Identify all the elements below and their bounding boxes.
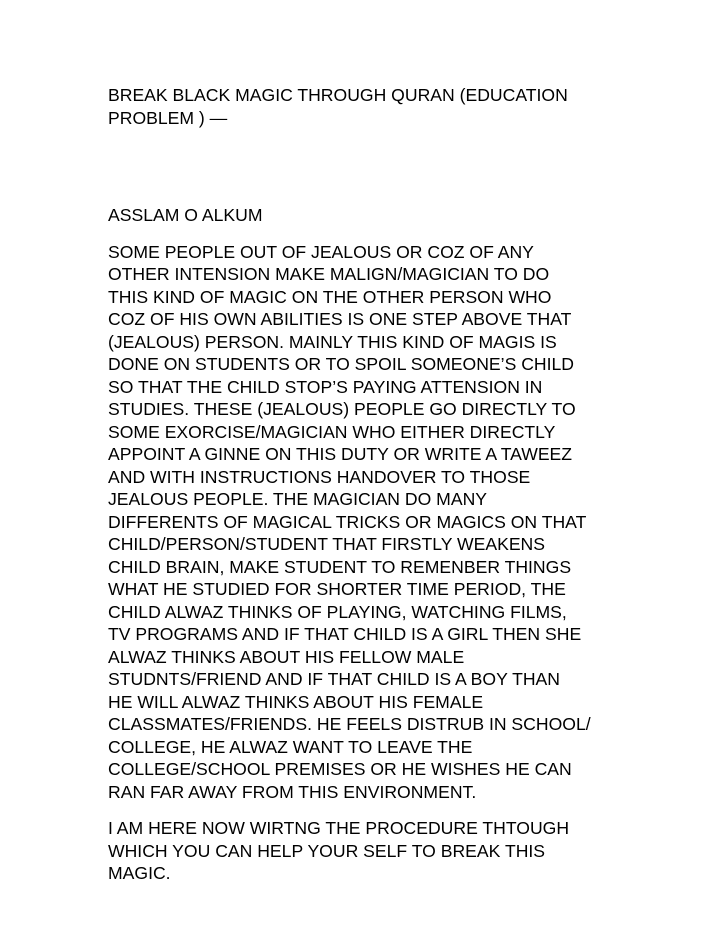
document-page — [108, 84, 628, 899]
paragraph-procedure: I AM HERE NOW WIRTNG THE PROCEDURE THTOUGH WHICH YOU CAN HELP YOUR SELF TO BREAK THIS MAGIC. — [108, 818, 570, 883]
document-title: BREAK BLACK MAGIC THROUGH QURAN (EDUCATION PROBLEM ) — — [108, 85, 568, 128]
greeting: ASSLAM O ALKUM — [108, 205, 263, 225]
paragraph-intro: SOME PEOPLE OUT OF JEALOUS OR COZ OF ANY OTHER INTENSION MAKE MALIGN/MAGICIAN TO DO THIS KIND OF MAGIC ON THE OTHER PERSON WHO COZ OF HIS OWN ABILITIES IS ONE STEP ABOVE THAT (JEALOUS) PERSON. MAINLY THIS KIND OF MAGIS IS DONE ON STUDENTS OR TO SPOIL SOMEONE’S CHILD SO THAT THE CHILD STOP’S PAYING ATTENSION IN STUDIES. THESE (JEALOUS) PEOPLE GO DIRECTLY TO SOME EXORCISE/MAGICIAN WHO EITHER DIRECTLY APPOINT A GINNE ON THIS DUTY OR WRITE A TAWEEZ AND WITH INSTRUCTIONS HANDOVER TO THOSE JEALOUS PEOPLE. THE MAGICIAN DO MANY DIFFERENTS OF MAGICAL TRICKS OR MAGICS ON THAT CHILD/PERSON/STUDENT THAT FIRSTLY WEAKENS CHILD BRAIN, MAKE STUDENT TO REMENBER THINGS WHAT HE STUDIED FOR SHORTER TIME PERIOD, THE CHILD ALWAZ THINKS OF PLAYING, WATCHING FILMS, TV PROGRAMS AND IF THAT CHILD IS A GIRL THEN SHE ALWAZ THINKS ABOUT HIS FELLOW MALE STUDNTS/FRIEND AND IF THAT CHILD IS A BOY THAN HE WILL ALWAZ THINKS ABOUT HIS FEMALE CLASSMATES/FRIENDS. HE FEELS DISTRUB IN SCHOOL/ COLLEGE, HE ALWAZ WANT TO LEAVE THE COLLEGE/SCHOOL PREMISES OR HE WISHES HE CAN RAN FAR AWAY FROM THIS ENVIRONMENT. — [108, 241, 591, 802]
